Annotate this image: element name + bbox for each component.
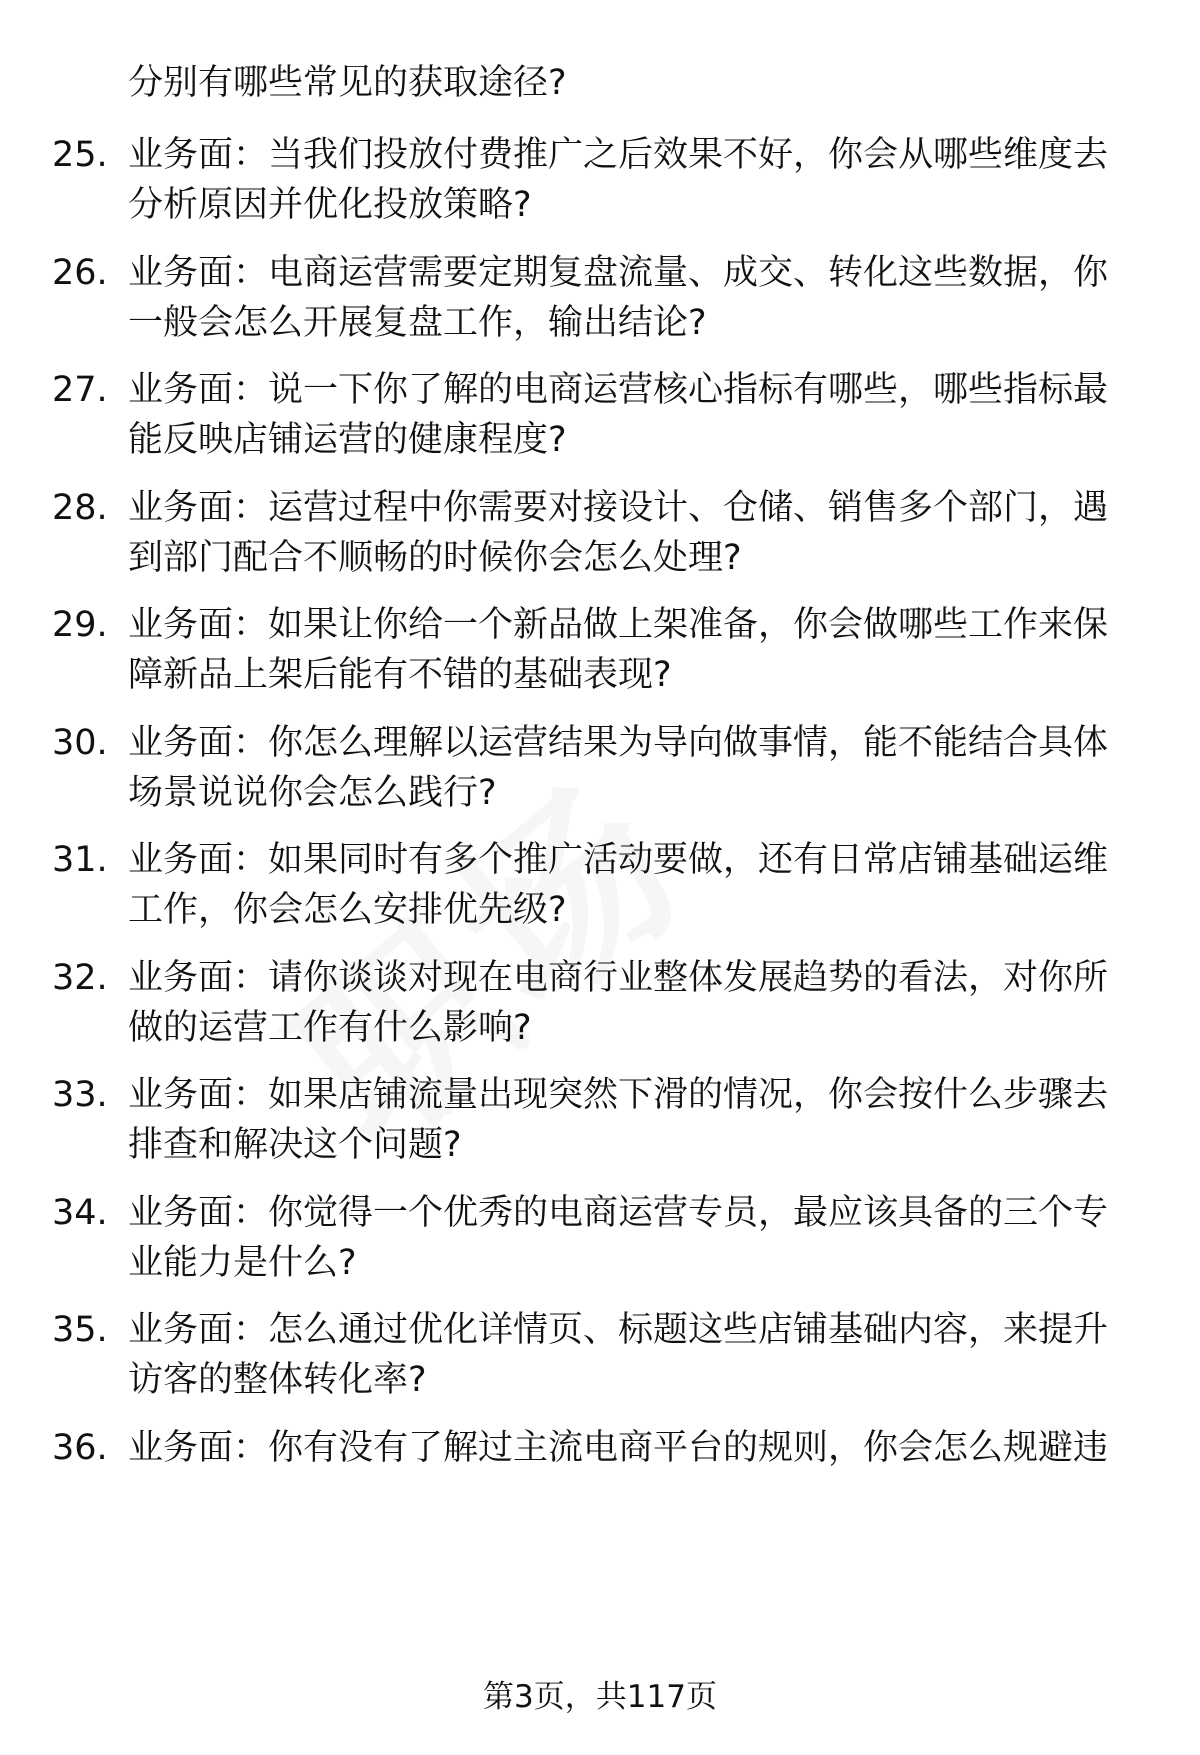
continuation-text: 分别有哪些常见的获取途径? (128, 63, 567, 103)
question-number: 26. (52, 253, 108, 293)
question-number: 30. (52, 723, 108, 763)
question-number: 35. (52, 1310, 108, 1350)
question-line: 业能力是什么? (128, 1243, 357, 1283)
question-line: 能反映店铺运营的健康程度? (128, 420, 567, 460)
question-number: 27. (52, 370, 108, 410)
question-line: 业务面：运营过程中你需要对接设计、仓储、销售多个部门，遇 (128, 488, 1109, 528)
question-number: 33. (52, 1075, 108, 1115)
question-line: 业务面：如果让你给一个新品做上架准备，你会做哪些工作来保 (128, 605, 1109, 645)
question-number: 25. (52, 135, 108, 175)
question-text (128, 365, 1143, 465)
question-number: 31. (52, 840, 108, 880)
question-line: 访客的整体转化率? (128, 1360, 427, 1400)
question-number: 36. (52, 1428, 108, 1468)
question-text (128, 483, 1143, 583)
question-text (128, 1305, 1143, 1405)
question-line: 分析原因并优化投放策略? (128, 185, 532, 225)
question-line: 业务面：你觉得一个优秀的电商运营专员，最应该具备的三个专 (128, 1193, 1109, 1233)
question-number: 29. (52, 605, 108, 645)
question-number: 34. (52, 1193, 108, 1233)
question-text (128, 1188, 1143, 1288)
question-text (128, 1423, 1143, 1473)
question-text (128, 600, 1143, 700)
question-line: 业务面：当我们投放付费推广之后效果不好，你会从哪些维度去 (128, 135, 1109, 175)
question-text (128, 130, 1143, 230)
question-line: 一般会怎么开展复盘工作，输出结论? (128, 303, 707, 343)
question-line: 业务面：你怎么理解以运营结果为导向做事情，能不能结合具体 (128, 723, 1109, 763)
question-line: 排查和解决这个问题? (128, 1125, 462, 1165)
question-line: 业务面：电商运营需要定期复盘流量、成交、转化这些数据，你 (128, 253, 1109, 293)
question-line: 业务面：请你谈谈对现在电商行业整体发展趋势的看法，对你所 (128, 958, 1109, 998)
question-text (128, 1070, 1143, 1170)
question-line: 场景说说你会怎么践行? (128, 773, 497, 813)
question-line: 业务面：怎么通过优化详情页、标题这些店铺基础内容，来提升 (128, 1310, 1109, 1350)
question-text (128, 953, 1143, 1053)
question-line: 工作，你会怎么安排优先级? (128, 890, 567, 930)
question-text (128, 835, 1143, 935)
question-line: 业务面：如果同时有多个推广活动要做，还有日常店铺基础运维 (128, 840, 1109, 880)
question-text (128, 718, 1143, 818)
question-line: 障新品上架后能有不错的基础表现? (128, 655, 672, 695)
question-line: 到部门配合不顺畅的时候你会怎么处理? (128, 538, 742, 578)
page-footer: 第3页，共117页 (483, 1679, 717, 1715)
question-text (128, 248, 1143, 348)
question-line: 做的运营工作有什么影响? (128, 1008, 532, 1048)
question-number: 28. (52, 488, 108, 528)
question-line: 业务面：如果店铺流量出现突然下滑的情况，你会按什么步骤去 (128, 1075, 1109, 1115)
question-number: 32. (52, 958, 108, 998)
question-line: 业务面：说一下你了解的电商运营核心指标有哪些，哪些指标最 (128, 370, 1109, 410)
question-line: 业务面：你有没有了解过主流电商平台的规则，你会怎么规避违 (128, 1428, 1109, 1468)
